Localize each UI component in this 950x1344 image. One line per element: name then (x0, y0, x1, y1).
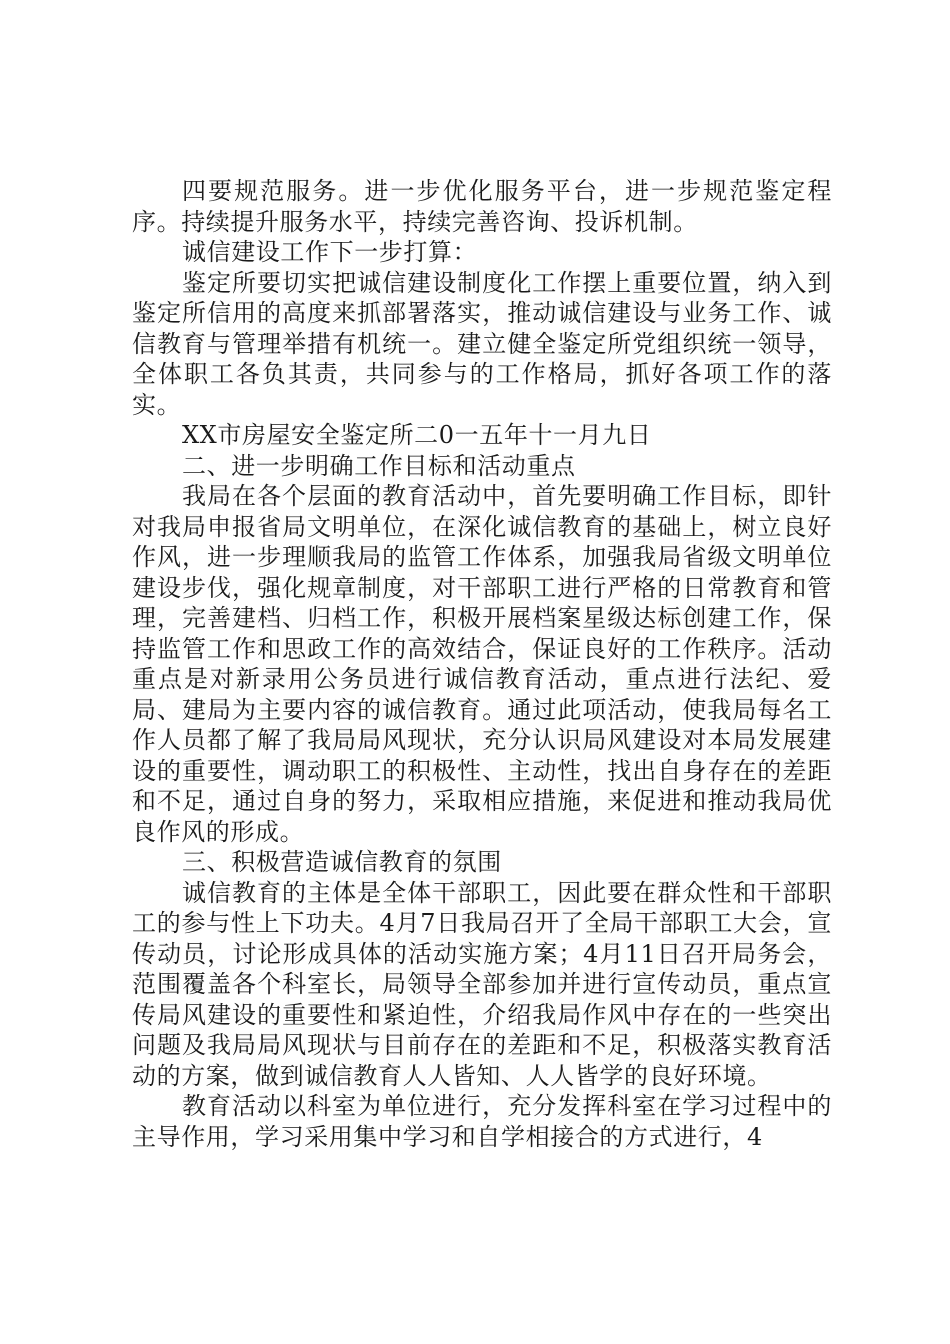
paragraph-institutionalization: 鉴定所要切实把诚信建设制度化工作摆上重要位置，纳入到鉴定所信用的高度来抓部署落实，推动诚信建设与业务工作、诚信教育与管理举措有机统一。建立健全鉴定所党组织统一领导，全体职工各负其责，共同参与的工作格局，抓好各项工作的落实。 (132, 268, 832, 419)
paragraph-atmosphere: 诚信教育的主体是全体干部职工，因此要在群众性和干部职工的参与性上下功夫。4月7日我局召开了全局干部职工大会，宣传动员，讨论形成具体的活动实施方案；4月11日召开局务会，范围覆盖各个科室长，局领导全部参加并进行宣传动员，重点宣传局风建设的重要性和紧迫性，介绍我局作风中存在的一些突出问题及我局局风现状与目前存在的差距和不足，积极落实教育活动的方案，做到诚信教育人人皆知、人人皆学的良好环境。 (132, 878, 832, 1090)
paragraph-signature-date: XX市房屋安全鉴定所二0一五年十一月九日 (182, 421, 652, 449)
document-body (132, 176, 832, 1152)
paragraph-next-step-heading: 诚信建设工作下一步打算： (182, 238, 478, 266)
paragraph-standardize-service: 四要规范服务。进一步优化服务平台，进一步规范鉴定程序。持续提升服务水平，持续完善咨询、投诉机制。 (132, 177, 832, 236)
paragraph-work-goals: 我局在各个层面的教育活动中，首先要明确工作目标，即针对我局申报省局文明单位，在深化诚信教育的基础上，树立良好作风，进一步理顺我局的监管工作体系，加强我局省级文明单位建设步伐，强化规章制度，对干部职工进行严格的日常教育和管理，完善建档、归档工作，积极开展档案星级达标创建工作，保持监管工作和思政工作的高效结合，保证良好的工作秩序。活动重点是对新录用公务员进行诚信教育活动，重点进行法纪、爱局、建局为主要内容的诚信教育。通过此项活动，使我局每名工作人员都了解了我局局风现状，充分认识局风建设对本局发展建设的重要性，调动职工的积极性、主动性，找出自身存在的差距和不足，通过自身的努力，采取相应措施，来促进和推动我局优良作风的形成。 (132, 482, 832, 846)
section-heading-3: 三、积极营造诚信教育的氛围 (182, 848, 502, 876)
section-heading-2: 二、进一步明确工作目标和活动重点 (182, 451, 576, 480)
paragraph-education-activity: 教育活动以科室为单位进行，充分发挥科室在学习过程中的主导作用，学习采用集中学习和自学相接合的方式进行，4 (132, 1092, 832, 1151)
